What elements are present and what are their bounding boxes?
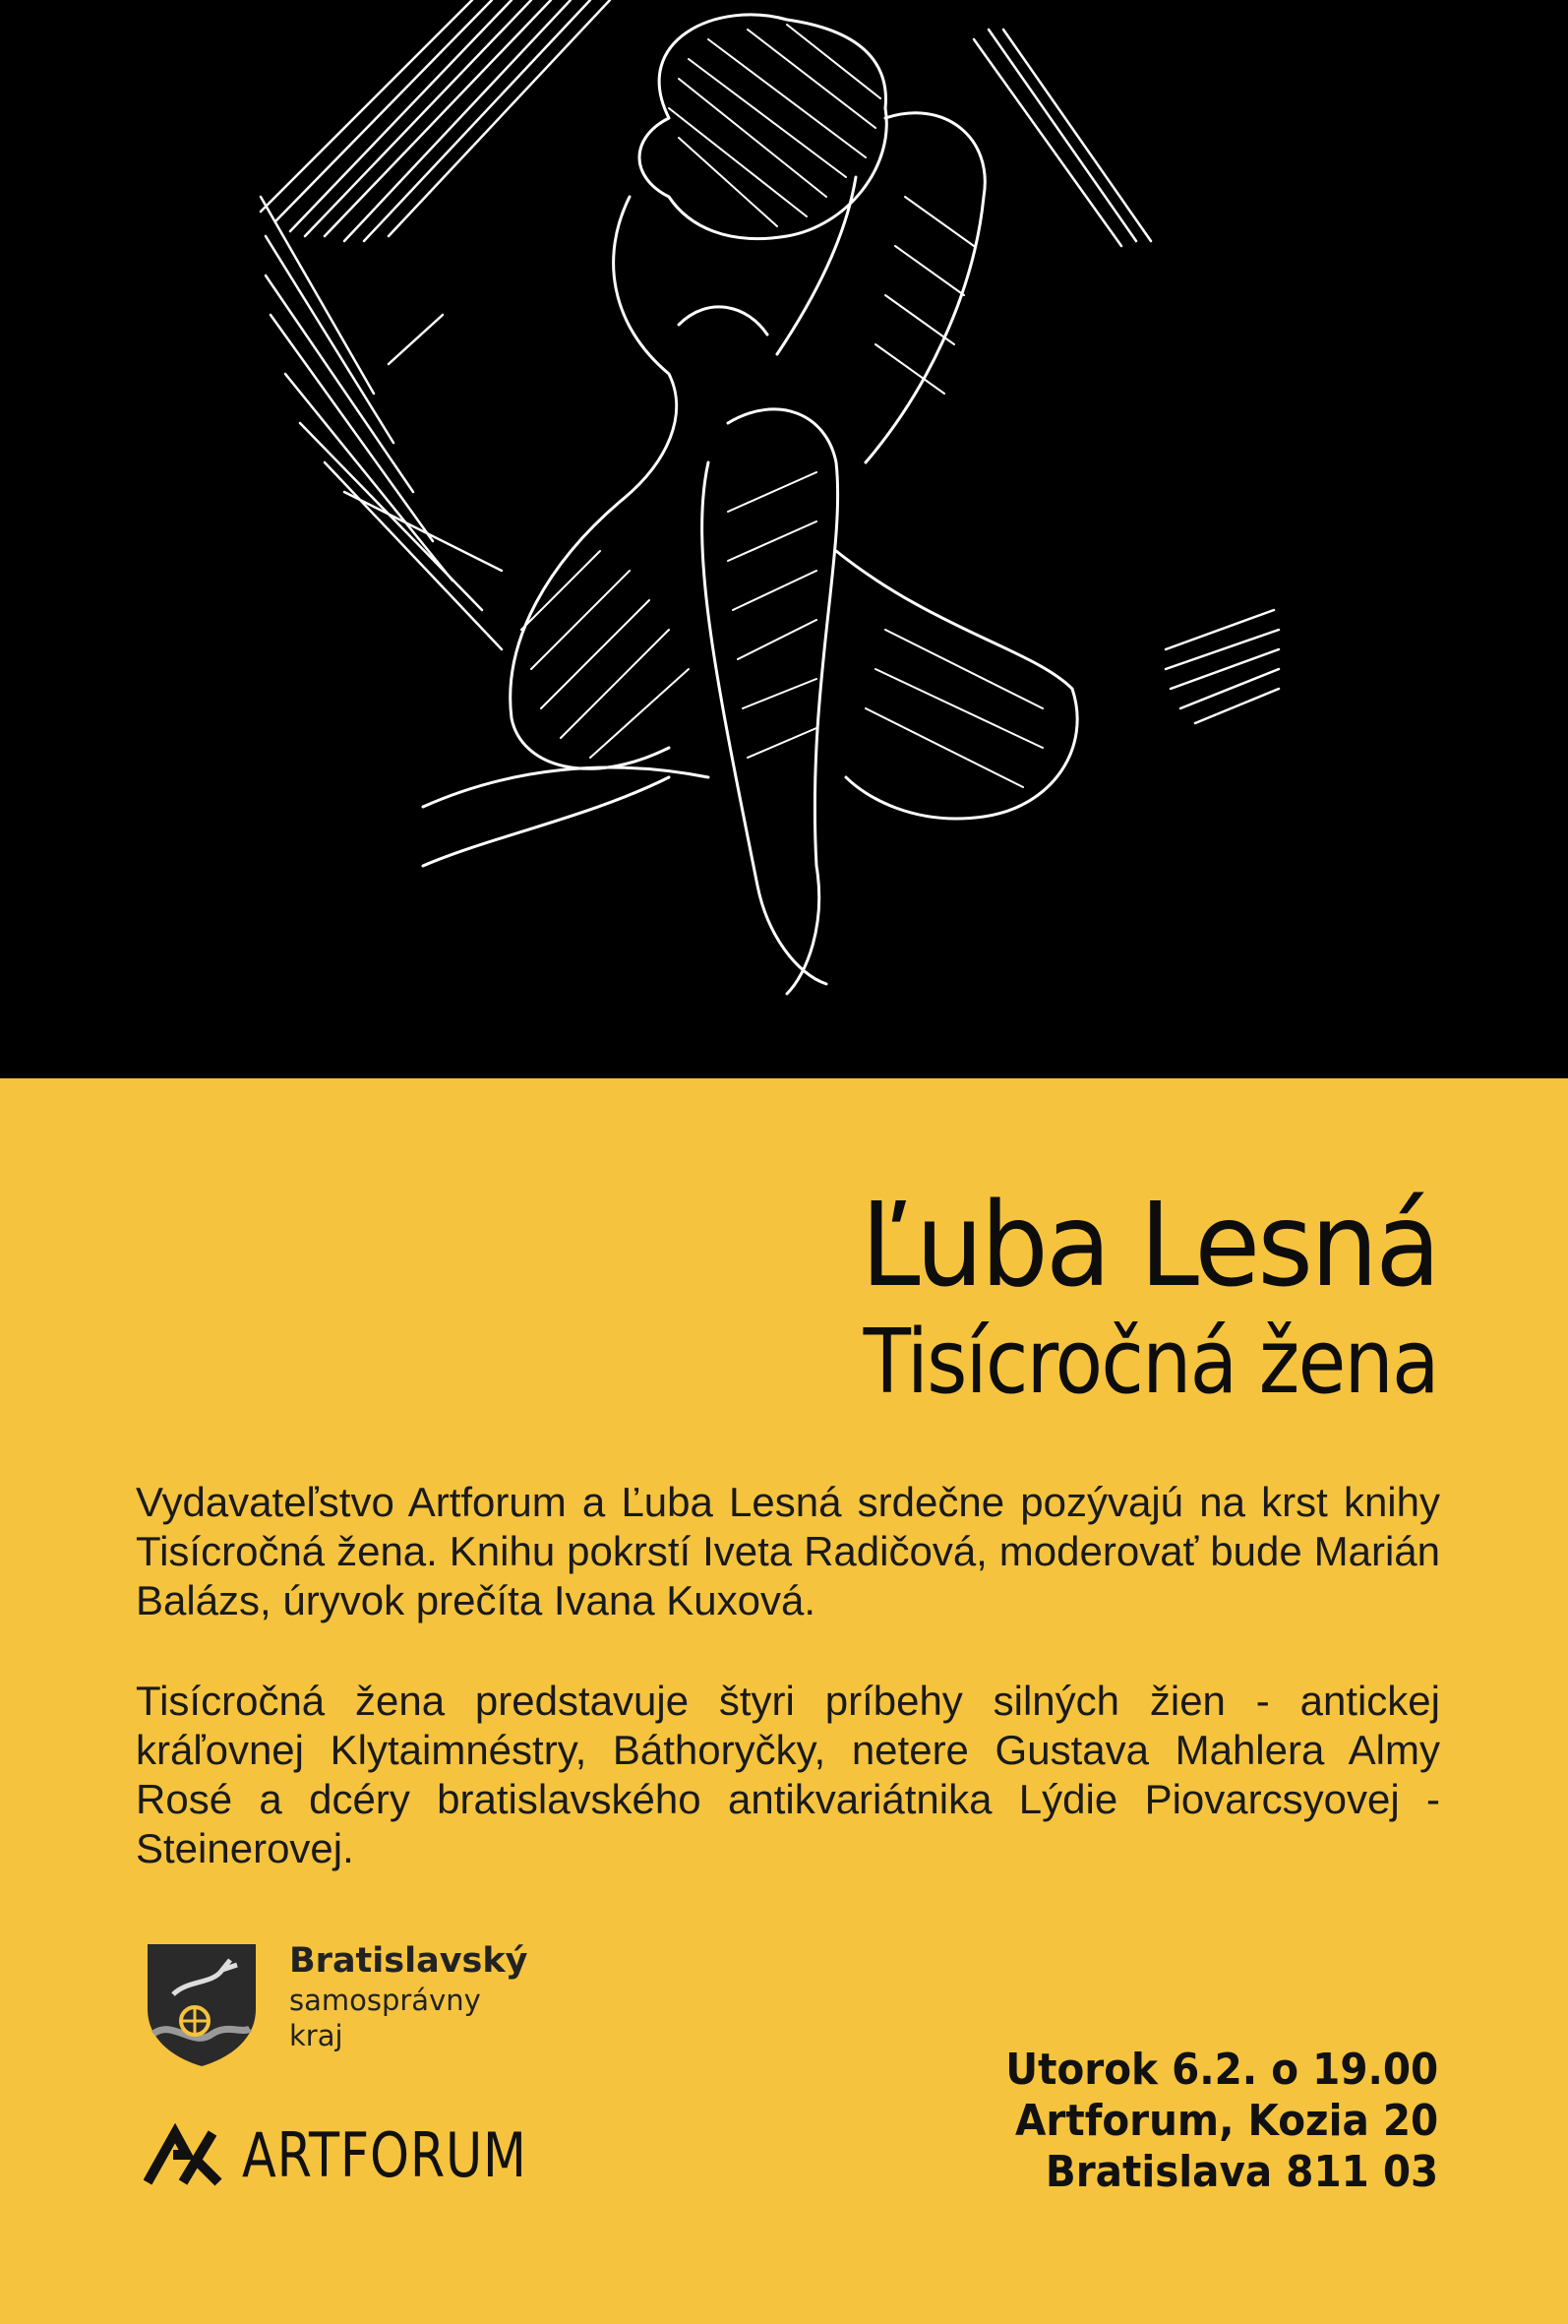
publisher-logo-text: ARTFORUM bbox=[242, 2119, 527, 2191]
description-paragraph: Tisícročná žena predstavuje štyri príbehy silných žien - antickej kráľovnej Klytaimnéstry, Báthoryčky, netere Gustava Mahlera Almy Rosé a dcéry bratislavského antikvariátnika Lýdie Piovarcsyovej - Steinerovej. bbox=[136, 1678, 1440, 1871]
sponsor-line3: kraj bbox=[289, 2019, 343, 2052]
artforum-mark-icon bbox=[144, 2123, 222, 2192]
event-city: Bratislava 811 03 bbox=[1045, 2147, 1438, 2197]
cover-artwork bbox=[0, 0, 1568, 1078]
invitation-paragraph: Vydavateľstvo Artforum a Ľuba Lesná srdečne pozývajú na krst knihy Tisícročná žena. Knihu pokrstí Iveta Radičová, moderovať bude Marián Balázs, úryvok prečíta Ivana Kuxová. bbox=[136, 1479, 1440, 1623]
crest-icon bbox=[144, 1940, 260, 2068]
woodcut-figure-illustration bbox=[0, 0, 1568, 1078]
sponsor-logo-bsk bbox=[144, 1940, 557, 2068]
book-title: Tisícročná žena bbox=[863, 1311, 1438, 1414]
sponsor-name: Bratislavský bbox=[289, 1941, 528, 1981]
event-details bbox=[968, 2045, 1438, 2198]
author-name: Ľuba Lesná bbox=[861, 1177, 1438, 1313]
event-venue: Artforum, Kozia 20 bbox=[1014, 2096, 1438, 2146]
sponsor-line2: samosprávny bbox=[289, 1984, 481, 2017]
event-date-time: Utorok 6.2. o 19.00 bbox=[1005, 2045, 1438, 2095]
